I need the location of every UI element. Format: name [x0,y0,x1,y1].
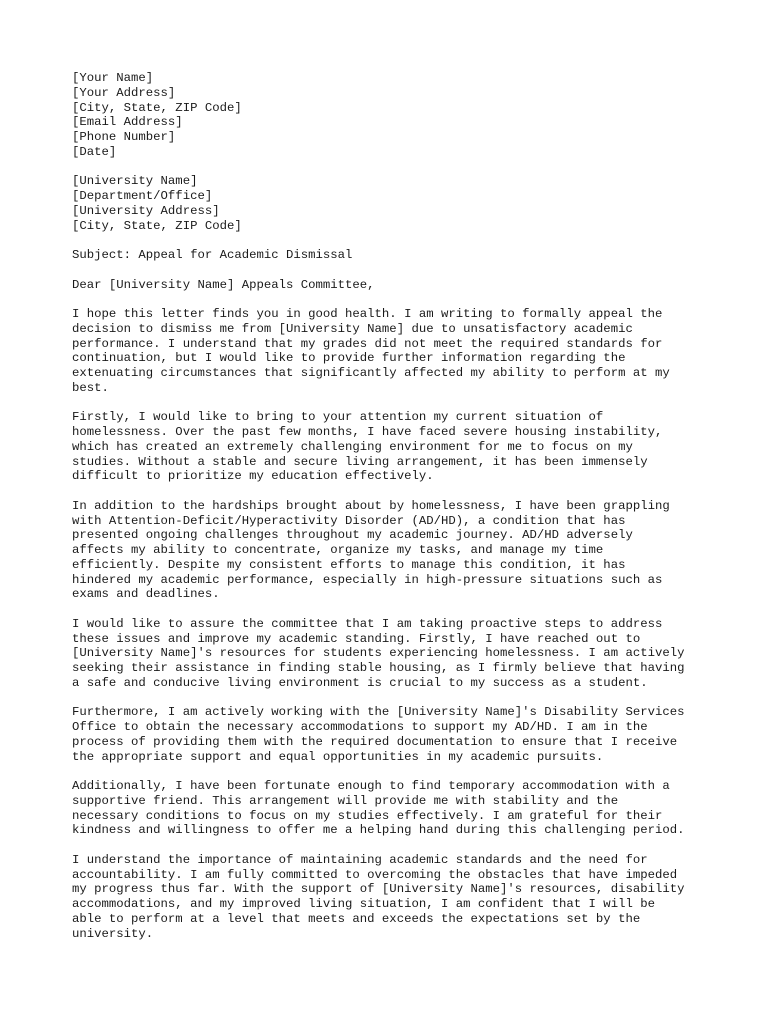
paragraph-line: Furthermore, I am actively working with the [University Name]'s Disability Services [72,705,685,720]
paragraph-line: university. [72,926,154,941]
letter-date: [Date] [72,144,117,159]
subject-line [72,248,732,263]
salutation-text: Dear [University Name] Appeals Committee, [72,277,375,292]
letter-page [72,71,732,956]
sender-phone: [Phone Number] [72,130,176,144]
salutation [72,278,732,293]
paragraph-line: necessary conditions to focus on my studies effectively. I am grateful for their [72,808,663,823]
paragraph-line: supportive friend. This arrangement will provide me with stability and the [72,793,619,808]
sender-email: [Email Address] [72,115,183,130]
paragraph-line: the appropriate support and equal opportunities in my academic pursuits. [72,749,604,764]
body-paragraph [72,853,732,942]
paragraph-line: seeking their assistance in finding stable housing, as I firmly believe that having [72,661,685,675]
paragraph-line: Office to obtain the necessary accommodations to support my AD/HD. I am in the [72,720,648,734]
sender-address: [Your Address] [72,85,176,100]
paragraph-line: efficiently. Despite my consistent efforts to manage this condition, it has [72,557,626,572]
paragraph-line: continuation, but I would like to provide further information regarding the [72,351,626,366]
paragraph-line: these issues and improve my academic standing. Firstly, I have reached out to [72,631,641,646]
subject-text: Subject: Appeal for Academic Dismissal [72,248,353,262]
sender-city-state-zip: [City, State, ZIP Code] [72,100,242,115]
paragraph-line: exams and deadlines. [72,587,220,602]
paragraph-line: performance. I understand that my grades did not meet the required standards for [72,336,663,351]
paragraph-line: presented ongoing challenges throughout my academic journey. AD/HD adversely [72,528,633,543]
paragraph-line: Additionally, I have been fortunate enough to find temporary accommodation with a [72,779,670,793]
paragraph-line: I hope this letter finds you in good health. I am writing to formally appeal the [72,307,663,321]
recipient-address-block [72,174,732,233]
recipient-department: [Department/Office] [72,189,213,203]
paragraph-line: hindered my academic performance, especially in high-pressure situations such as [72,572,663,587]
body-paragraph [72,705,732,764]
paragraph-line: my progress thus far. With the support of [University Name]'s resources, disability [72,882,685,897]
paragraph-line: accommodations, and my improved living situation, I am confident that I will be [72,897,655,911]
body-paragraph [72,617,732,691]
body-paragraph [72,779,732,838]
body-paragraph [72,410,732,484]
paragraph-line: affects my ability to concentrate, organize my tasks, and manage my time [72,543,604,557]
paragraph-line: In addition to the hardships brought about by homelessness, I have been grappling [72,498,670,513]
paragraph-line: a safe and conducive living environment is crucial to my success as a student. [72,675,648,690]
paragraph-line: process of providing them with the required documentation to ensure that I receive [72,734,678,749]
recipient-city-state-zip: [City, State, ZIP Code] [72,218,242,233]
paragraph-line: able to perform at a level that meets and exceeds the expectations set by the [72,911,641,926]
paragraph-line: [University Name]'s resources for students experiencing homelessness. I am actively [72,646,685,661]
paragraph-line: I would like to assure the committee that I am taking proactive steps to address [72,616,663,631]
letter-body [72,307,732,941]
sender-address-block [72,71,732,160]
paragraph-line: which has created an extremely challenging environment for me to focus on my [72,439,633,454]
paragraph-line: difficult to prioritize my education effectively. [72,469,434,484]
paragraph-line: extenuating circumstances that significantly affected my ability to perform at my [72,366,670,380]
sender-name: [Your Name] [72,71,154,85]
paragraph-line: studies. Without a stable and secure living arrangement, it has been immensely [72,454,648,469]
body-paragraph [72,307,732,396]
paragraph-line: decision to dismiss me from [University Name] due to unsatisfactory academic [72,321,633,336]
paragraph-line: with Attention-Deficit/Hyperactivity Disorder (AD/HD), a condition that has [72,513,626,528]
paragraph-line: I understand the importance of maintaining academic standards and the need for [72,852,648,867]
paragraph-line: accountability. I am fully committed to overcoming the obstacles that have impeded [72,867,678,882]
paragraph-line: Firstly, I would like to bring to your attention my current situation of [72,410,604,425]
recipient-address: [University Address] [72,203,220,218]
paragraph-line: homelessness. Over the past few months, I have faced severe housing instability, [72,425,663,439]
body-paragraph [72,499,732,602]
paragraph-line: best. [72,380,109,395]
paragraph-line: kindness and willingness to offer me a helping hand during this challenging period. [72,823,685,838]
recipient-university-name: [University Name] [72,174,198,189]
